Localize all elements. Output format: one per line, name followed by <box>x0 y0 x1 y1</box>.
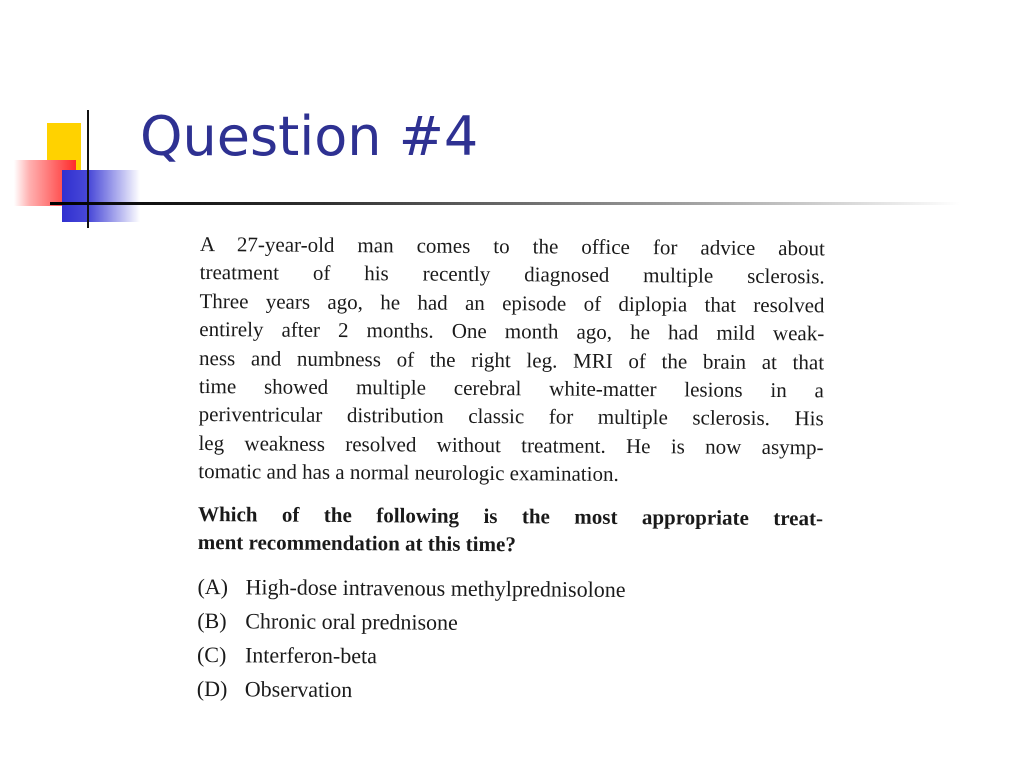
stem-line: time showed multiple cerebral white-matter lesions in a <box>198 374 824 403</box>
option-text: Observation <box>244 675 353 702</box>
title-underline-rule <box>50 202 960 205</box>
option-letter: (C) <box>196 641 227 667</box>
option-letter: (B) <box>197 607 227 633</box>
vertical-rule-decoration <box>87 110 89 228</box>
option-letter: (A) <box>197 573 229 599</box>
stem-line: treatment of his recently diagnosed multiple sclerosis. <box>199 260 825 289</box>
stem-line: entirely after 2 months. One month ago, he had mild weak- <box>199 317 825 346</box>
question-prompt <box>198 500 823 560</box>
stem-line: A 27-year-old man comes to the office for advice about <box>199 231 825 261</box>
stem-line: tomatic and has a normal neurologic examination. <box>198 459 619 487</box>
blue-square-decoration <box>62 170 140 222</box>
answer-option-c <box>197 638 822 676</box>
option-text: Interferon-beta <box>244 641 378 668</box>
question-line: Which of the following is the most appropriate treat- <box>197 501 824 531</box>
question-scan <box>197 230 825 710</box>
option-text: Chronic oral prednisone <box>245 607 458 635</box>
answer-options <box>197 570 823 710</box>
stem-line: ness and numbness of the right leg. MRI of the brain at that <box>199 345 825 374</box>
question-line: ment recommendation at this time? <box>197 529 516 556</box>
stem-line: leg weakness resolved without treatment. He is now asymp- <box>198 430 824 460</box>
option-text: High-dose intravenous methylprednisolone <box>245 573 626 602</box>
stem-line: Three years ago, he had an episode of diplopia that resolved <box>199 288 825 318</box>
slide-title: Question #4 <box>140 105 479 168</box>
answer-option-b <box>197 604 822 642</box>
question-stem <box>198 230 825 490</box>
stem-line: periventricular distribution classic for multiple sclerosis. His <box>198 402 824 431</box>
option-letter: (D) <box>196 675 228 701</box>
answer-option-a <box>197 570 822 608</box>
answer-option-d <box>197 672 822 710</box>
